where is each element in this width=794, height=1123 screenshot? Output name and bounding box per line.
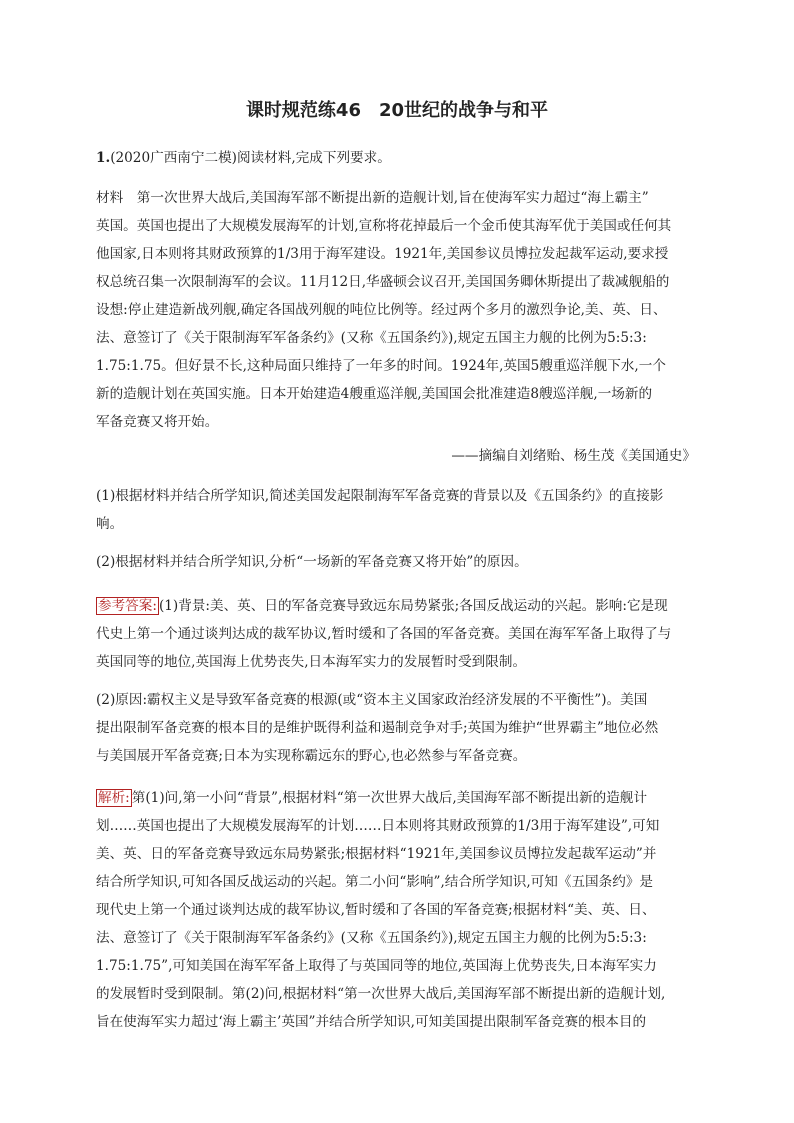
material-line: 他国家,日本则将其财政预算的1/3用于海军建设。1921年,美国参议员博拉发起裁军运动,要求授 — [96, 246, 669, 262]
sub-question-1 — [96, 482, 708, 538]
material-source: ——摘编自刘绪贻、杨生茂《美国通史》 — [451, 448, 696, 464]
answer-part-1 — [96, 592, 708, 676]
analysis-line — [96, 784, 708, 812]
question-intro-text: (2020广西南宁二模)阅读材料,完成下列要求。 — [110, 150, 391, 166]
material-line: 材料 第一次世界大战后,美国海军部不断提出新的造舰计划,旨在使海军实力超过“海上霸主” — [96, 190, 649, 206]
material-paragraph — [96, 184, 708, 436]
material-line: 设想:停止建造新战列舰,确定各国战列舰的吨位比例等。经过两个多月的激烈争论,美、英、日、 — [96, 302, 667, 318]
analysis-text: 第(1)问,第一小问“背景”,根据材料“第一次世界大战后,美国海军部不断提出新的造舰计 — [131, 790, 648, 806]
analysis-line: 的发展暂时受到限制。第(2)问,根据材料“第一次世界大战后,美国海军部不断提出新的造舰计划, — [96, 986, 666, 1002]
question-number: 1. — [96, 150, 111, 166]
answer-line: 代史上第一个通过谈判达成的裁军协议,暂时缓和了各国的军备竞赛。美国在海军军备上取得了与 — [96, 626, 672, 642]
analysis-line: 1.75:1.75”,可知美国在海军军备上取得了与英国同等的地位,英国海上优势丧失,日本海军实力 — [96, 958, 657, 974]
analysis-line: 法、意签订了《关于限制海军军备条约》(又称《五国条约》),规定五国主力舰的比例为5:5:3: — [96, 930, 647, 946]
answer-part-2 — [96, 686, 708, 770]
material-line: 新的造舰计划在英国实施。日本开始建造4艘重巡洋舰,美国国会批准建造8艘巡洋舰,一场新的 — [96, 386, 653, 402]
sub-question-line: (2)根据材料并结合所学知识,分析“一场新的军备竞赛又将开始”的原因。 — [96, 554, 528, 570]
analysis-line: 美、英、日的军备竞赛导致远东局势紧张;根据材料“1921年,美国参议员博拉发起裁军运动”并 — [96, 846, 657, 862]
material-line: 军备竞赛又将开始。 — [96, 414, 219, 430]
sub-question-2 — [96, 548, 708, 576]
answer-line: 与美国展开军备竞赛;日本为实现称霸远东的野心,也必然参与军备竞赛。 — [96, 748, 527, 764]
answer-label: 参考答案: — [98, 598, 157, 614]
answer-line: 提出限制军备竞赛的根本目的是维护既得利益和遏制竞争对手;英国为维护“世界霸主”地位必然 — [96, 720, 659, 736]
analysis-line: 旨在使海军实力超过‘海上霸主’英国”并结合所学知识,可知美国提出限制军备竞赛的根本目的 — [96, 1014, 647, 1030]
analysis-line: 划……英国也提出了大规模发展海军的计划……日本则将其财政预算的1/3用于海军建设”,可知 — [96, 818, 660, 834]
answer-line: (2)原因:霸权主义是导致军备竞赛的根源(或“资本主义国家政治经济发展的不平衡性”)。美国 — [96, 692, 648, 708]
analysis-line: 结合所学知识,可知各国反战运动的兴起。第二小问“影响”,结合所学知识,可知《五国条约》是 — [96, 874, 654, 890]
material-line: 英国。英国也提出了大规模发展海军的计划,宣称将花掉最后一个金币使其海军优于美国或任何其 — [96, 218, 672, 234]
analysis-section — [96, 784, 708, 1036]
page-title: 课时规范练46 20世纪的战争与和平 — [245, 100, 549, 121]
sub-question-line: (1)根据材料并结合所学知识,简述美国发起限制海军军备竞赛的背景以及《五国条约》的直接影 — [96, 488, 664, 504]
material-line: 1.75:1.75。但好景不长,这种局面只维持了一年多的时间。1924年,英国5艘重巡洋舰下水,一个 — [96, 358, 666, 374]
sub-question-line: 响。 — [96, 516, 124, 532]
analysis-label: 解析: — [98, 790, 130, 806]
answer-line: 英国同等的地位,英国海上优势丧失,日本海军实力的发展暂时受到限制。 — [96, 654, 527, 670]
material-line: 权总统召集一次限制海军的会议。11月12日,华盛顿会议召开,美国国务卿休斯提出了裁减舰船的 — [96, 274, 670, 290]
answer-text: (1)背景:美、英、日的军备竞赛导致远东局势紧张;各国反战运动的兴起。影响:它是现 — [158, 598, 668, 614]
question-intro — [96, 144, 708, 172]
answer-line — [96, 592, 708, 620]
analysis-line: 现代史上第一个通过谈判达成的裁军协议,暂时缓和了各国的军备竞赛;根据材料“美、英、日、 — [96, 902, 656, 918]
material-line: 法、意签订了《关于限制海军军备条约》(又称《五国条约》),规定五国主力舰的比例为5:5:3: — [96, 330, 647, 346]
